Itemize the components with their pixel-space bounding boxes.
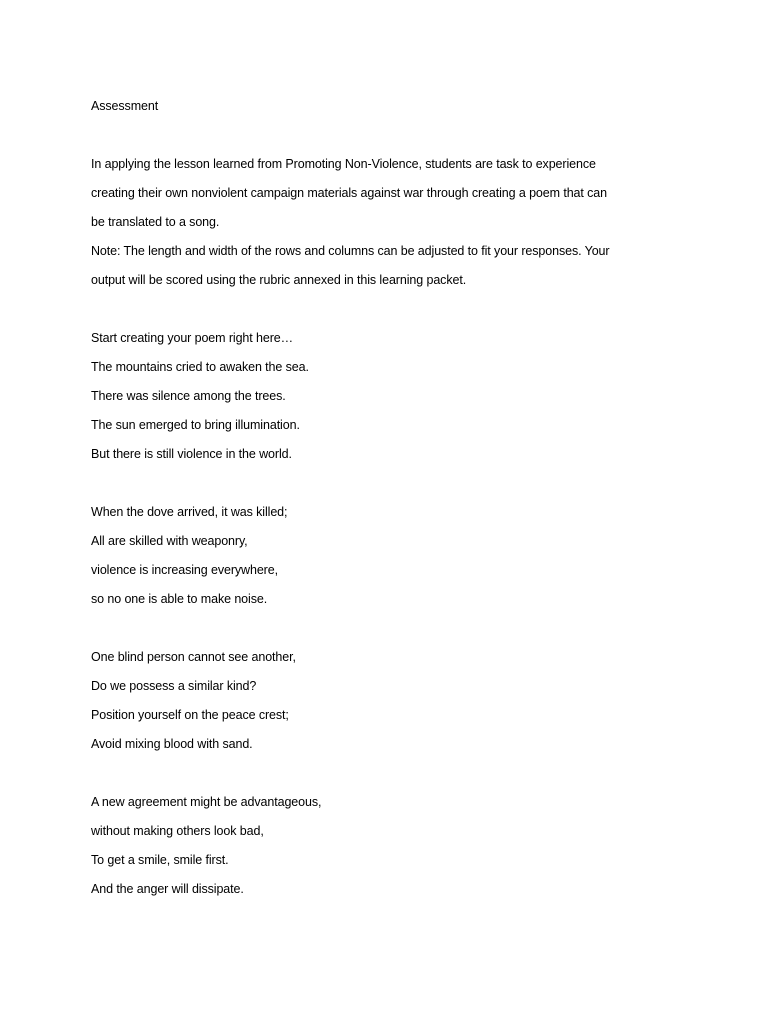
poem-line: When the dove arrived, it was killed;	[91, 505, 288, 519]
poem-line: And the anger will dissipate.	[91, 882, 244, 896]
poem-line: To get a smile, smile first.	[91, 853, 229, 867]
instruction-line: be translated to a song.	[91, 215, 220, 229]
poem-stanza-2	[91, 498, 651, 614]
spacer	[91, 469, 651, 498]
poem-line: so no one is able to make noise.	[91, 592, 268, 606]
poem-line: Position yourself on the peace crest;	[91, 708, 289, 722]
poem-line: Avoid mixing blood with sand.	[91, 737, 253, 751]
document-body	[91, 92, 651, 904]
instructions-paragraph	[91, 150, 651, 295]
poem-line: There was silence among the trees.	[91, 389, 286, 403]
poem-stanza-4	[91, 788, 651, 904]
poem-line: A new agreement might be advantageous,	[91, 795, 322, 809]
section-heading: Assessment	[91, 99, 159, 113]
poem-line: The mountains cried to awaken the sea.	[91, 360, 309, 374]
spacer	[91, 121, 651, 150]
note-line: output will be scored using the rubric annexed in this learning packet.	[91, 273, 467, 287]
poem-line: without making others look bad,	[91, 824, 264, 838]
poem-line: violence is increasing everywhere,	[91, 563, 278, 577]
note-line: Note: The length and width of the rows and columns can be adjusted to fit your responses. Your	[91, 244, 610, 258]
poem-line: All are skilled with weaponry,	[91, 534, 248, 548]
spacer	[91, 614, 651, 643]
spacer	[91, 759, 651, 788]
poem-line: One blind person cannot see another,	[91, 650, 296, 664]
poem-prompt: Start creating your poem right here…	[91, 331, 294, 345]
poem-stanza-1	[91, 353, 651, 469]
poem-line: Do we possess a similar kind?	[91, 679, 257, 693]
poem-stanza-3	[91, 643, 651, 759]
poem-line: But there is still violence in the world.	[91, 447, 292, 461]
instruction-line: creating their own nonviolent campaign materials against war through creating a poem that can	[91, 186, 607, 200]
poem-line: The sun emerged to bring illumination.	[91, 418, 300, 432]
instruction-line: In applying the lesson learned from Promoting Non-Violence, students are task to experience	[91, 157, 596, 171]
spacer	[91, 295, 651, 324]
